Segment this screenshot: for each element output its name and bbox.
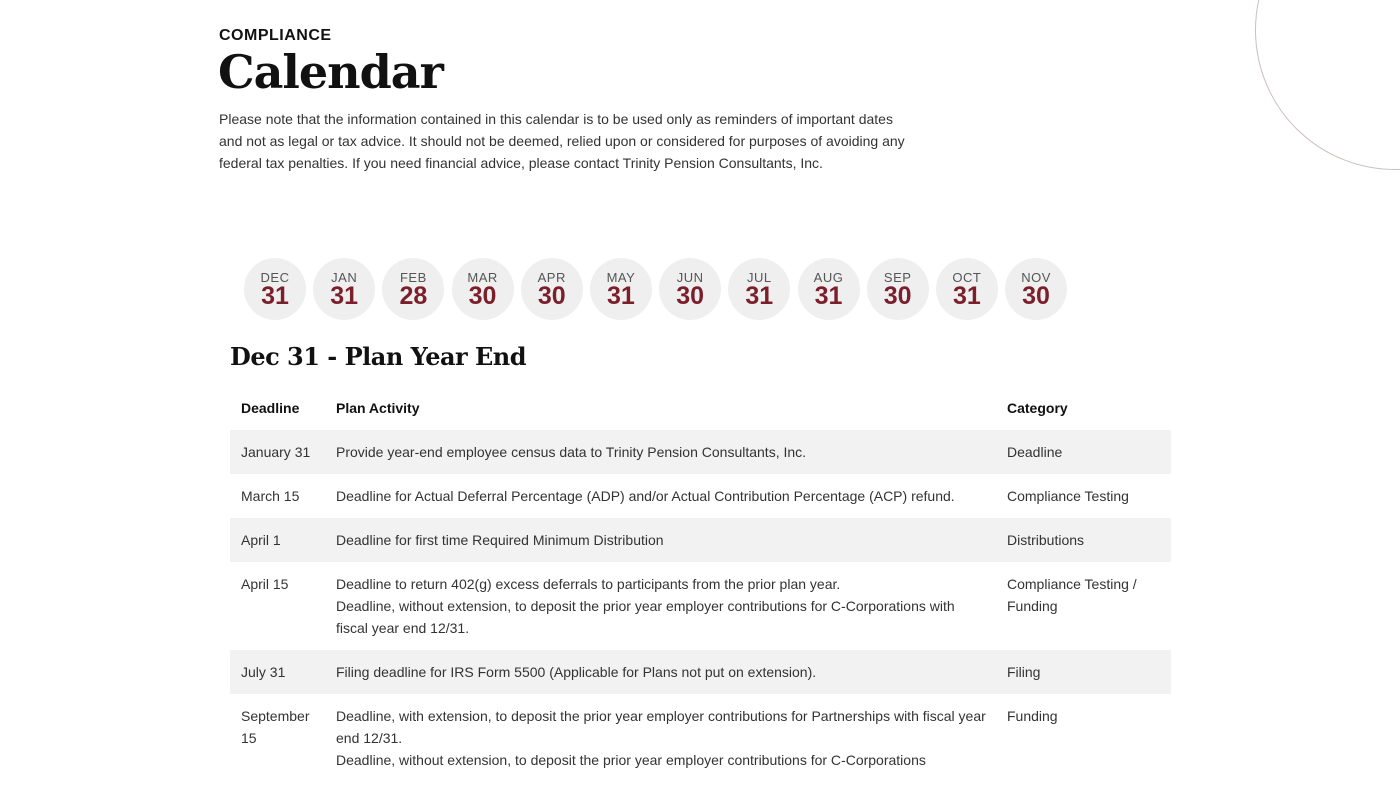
month-abbr: FEB bbox=[399, 270, 427, 285]
activity-line: Filing deadline for IRS Form 5500 (Applicable for Plans not put on extension). bbox=[336, 664, 817, 680]
month-button-apr[interactable] bbox=[521, 258, 583, 320]
month-day: 31 bbox=[330, 282, 359, 310]
activity-cell bbox=[336, 573, 1007, 639]
month-button-oct[interactable] bbox=[936, 258, 998, 320]
category-cell: Deadline bbox=[1007, 444, 1063, 460]
month-abbr: JAN bbox=[331, 270, 358, 285]
month-day: 31 bbox=[261, 282, 289, 310]
month-day: 30 bbox=[1022, 282, 1050, 310]
month-abbr: APR bbox=[537, 270, 566, 285]
month-button-aug[interactable] bbox=[798, 258, 860, 320]
activity-line: Provide year-end employee census data to Trinity Pension Consultants, Inc. bbox=[336, 444, 807, 460]
deadline-cell: September 15 bbox=[241, 708, 310, 746]
month-abbr: JUN bbox=[676, 270, 704, 285]
month-day: 31 bbox=[607, 282, 635, 310]
page-title: Calendar bbox=[218, 45, 443, 99]
month-abbr: DEC bbox=[260, 270, 290, 285]
month-button-jan[interactable] bbox=[313, 258, 375, 320]
activity-line: Deadline, without extension, to deposit the prior year employer contributions for C-Corporations with fiscal year end 12/31. bbox=[336, 598, 955, 636]
activity-cell bbox=[336, 485, 1007, 507]
month-abbr: AUG bbox=[813, 270, 844, 285]
month-day: 31 bbox=[745, 282, 774, 310]
month-selector bbox=[244, 258, 1067, 320]
month-day: 30 bbox=[537, 282, 566, 310]
deadline-table bbox=[230, 386, 1171, 782]
month-day: 30 bbox=[676, 282, 705, 310]
table-row bbox=[230, 562, 1171, 650]
category-cell: Funding bbox=[1007, 708, 1058, 724]
month-button-jul[interactable] bbox=[728, 258, 790, 320]
column-header-deadline: Deadline bbox=[241, 400, 300, 416]
month-abbr: SEP bbox=[883, 270, 912, 285]
deadline-cell: March 15 bbox=[241, 488, 300, 504]
month-abbr: NOV bbox=[1021, 270, 1051, 285]
activity-line: Deadline for first time Required Minimum Distribution bbox=[336, 532, 664, 548]
month-day: 28 bbox=[399, 282, 428, 310]
table-row bbox=[230, 518, 1171, 562]
month-button-may[interactable] bbox=[590, 258, 652, 320]
month-abbr: MAR bbox=[467, 270, 498, 285]
activity-cell bbox=[336, 661, 1007, 683]
deadline-cell: April 1 bbox=[241, 532, 281, 548]
deadline-cell: July 31 bbox=[241, 664, 286, 680]
deadline-cell: January 31 bbox=[241, 444, 311, 460]
table-row bbox=[230, 650, 1171, 694]
column-header-activity: Plan Activity bbox=[336, 400, 420, 416]
activity-line: Deadline, without extension, to deposit the prior year employer contributions for C-Corporations bbox=[336, 752, 926, 768]
activity-cell bbox=[336, 705, 1007, 771]
category-cell: Filing bbox=[1007, 664, 1041, 680]
decorative-circle bbox=[1255, 0, 1400, 170]
table-row bbox=[230, 430, 1171, 474]
category-cell: Compliance Testing bbox=[1007, 488, 1129, 504]
activity-cell bbox=[336, 441, 1007, 463]
month-button-mar[interactable] bbox=[452, 258, 514, 320]
month-day: 30 bbox=[883, 282, 912, 310]
month-abbr: OCT bbox=[952, 270, 982, 285]
table-row bbox=[230, 474, 1171, 518]
month-button-sep[interactable] bbox=[867, 258, 929, 320]
month-abbr: MAY bbox=[606, 270, 636, 285]
page-eyebrow: COMPLIANCE bbox=[219, 27, 332, 44]
month-button-nov[interactable] bbox=[1005, 258, 1067, 320]
month-day: 30 bbox=[468, 282, 497, 310]
activity-cell bbox=[336, 529, 1007, 551]
month-button-jun[interactable] bbox=[659, 258, 721, 320]
month-day: 31 bbox=[952, 282, 981, 310]
month-day: 31 bbox=[814, 282, 843, 310]
category-cell: Distributions bbox=[1007, 532, 1085, 548]
table-header-row bbox=[230, 386, 1171, 430]
month-button-dec[interactable] bbox=[244, 258, 306, 320]
category-cell: Compliance Testing / Funding bbox=[1007, 576, 1137, 614]
activity-line: Deadline for Actual Deferral Percentage (ADP) and/or Actual Contribution Percentage (ACP) refund. bbox=[336, 488, 955, 504]
month-button-feb[interactable] bbox=[382, 258, 444, 320]
month-abbr: JUL bbox=[747, 270, 772, 285]
activity-line: Deadline to return 402(g) excess deferrals to participants from the prior plan year. bbox=[336, 576, 841, 592]
column-header-category: Category bbox=[1007, 400, 1068, 416]
activity-line: Deadline, with extension, to deposit the prior year employer contributions for Partnerships with fiscal year end 12/31. bbox=[336, 708, 986, 746]
deadline-cell: April 15 bbox=[241, 576, 289, 592]
section-title: Dec 31 - Plan Year End bbox=[230, 342, 527, 371]
intro-disclaimer: Please note that the information contained in this calendar is to be used only as reminders of important dates and not as legal or tax advice. It should not be deemed, relied upon or considered for purposes of avoiding any federal tax penalties. If you need financial advice, please contact Trinity Pension Consultants, Inc. bbox=[219, 111, 905, 171]
table-row bbox=[230, 694, 1171, 782]
